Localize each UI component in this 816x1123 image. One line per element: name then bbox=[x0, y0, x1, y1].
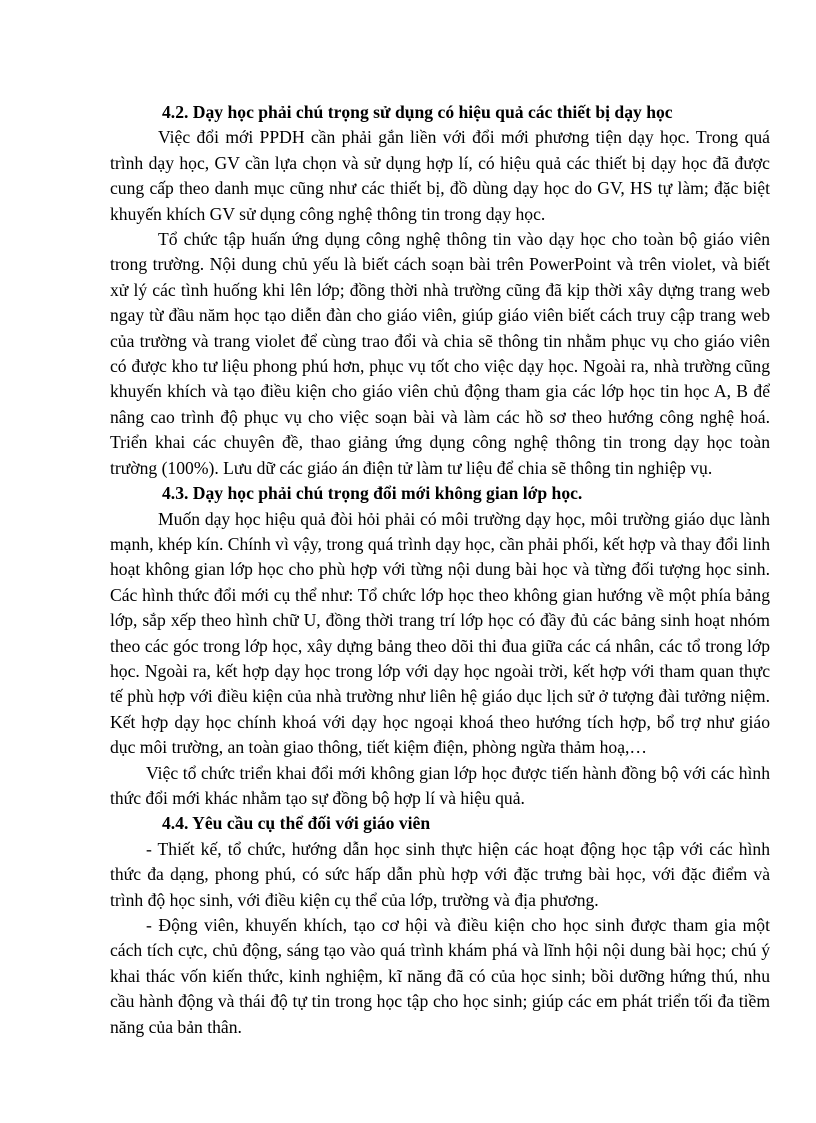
document-page bbox=[110, 100, 770, 1040]
paragraph: Việc đổi mới PPDH cần phải gắn liền với đổi mới phương tiện dạy học. Trong quá trình dạy học, GV cần lựa chọn và sử dụng hợp lí, có hiệu quả các thiết bị dạy học đã được cung cấp theo danh mục cũng như các thiết bị, đồ dùng dạy học do GV, HS tự làm; đặc biệt khuyến khích GV sử dụng công nghệ thông tin trong dạy học. bbox=[110, 127, 770, 224]
paragraph: Muốn dạy học hiệu quả đòi hỏi phải có môi trường dạy học, môi trường giáo dục lành mạnh, khép kín. Chính vì vậy, trong quá trình dạy học, cần phải phối, kết hợp và thay đổi linh hoạt không gian lớp học cho phù hợp với từng nội dung bài học và từng đối tượng học sinh. Các hình thức đổi mới cụ thể như: Tổ chức lớp học theo không gian hướng về một phía bảng lớp, sắp xếp theo hình chữ U, đồng thời trang trí lớp học có đầy đủ các bảng sinh hoạt nhóm theo các góc trong lớp học, xây dựng bảng theo dõi thi đua giữa các cá nhân, các tổ trong lớp học. Ngoài ra, kết hợp dạy học trong lớp với dạy học ngoài trời, kết hợp với tham quan thực tế phù hợp với điều kiện của nhà trường như liên hệ giáo dục lịch sử ở tượng đài tưởng niệm. Kết hợp dạy học chính khoá với dạy học ngoại khoá theo hướng tích hợp, bổ trợ như giáo dục môi trường, an toàn giao thông, tiết kiệm điện, phòng ngừa thảm hoạ,… bbox=[110, 508, 770, 758]
section-heading-4-2: 4.2. Dạy học phải chú trọng sử dụng có hiệu quả các thiết bị dạy học bbox=[162, 102, 673, 122]
paragraph: Tổ chức tập huấn ứng dụng công nghệ thông tin vào dạy học cho toàn bộ giáo viên trong trường. Nội dung chủ yếu là biết cách soạn bài trên PowerPoint và trên violet, và biết xử lý các tình huống khi lên lớp; đồng thời nhà trường cũng đã kịp thời xây dựng trang web ngay từ đầu năm học tạo diễn đàn cho giáo viên, giúp giáo viên biết cách truy cập trang web của trường và trang violet để cùng trao đổi và chia sẽ thông tin nhằm phục vụ cho giáo viên có được kho tư liệu phong phú hơn, phục vụ tốt cho việc dạy học. Ngoài ra, nhà trường cũng khuyến khích và tạo điều kiện cho giáo viên chủ động tham gia các lớp học tin học A, B để nâng cao trình độ phục vụ cho việc soạn bài và làm các hồ sơ theo hướng công nghệ hoá. Triển khai các chuyên đề, thao giảng ứng dụng công nghệ thông tin trong dạy học toàn trường (100%). Lưu dữ các giáo án điện tử làm tư liệu để chia sẽ thông tin nghiệp vụ. bbox=[110, 229, 770, 478]
paragraph: Việc tổ chức triển khai đổi mới không gian lớp học được tiến hành đồng bộ với các hình thức đổi mới khác nhằm tạo sự đồng bộ hợp lí và hiệu quả. bbox=[110, 762, 770, 808]
section-heading-4-4: 4.4. Yêu cầu cụ thể đối với giáo viên bbox=[162, 813, 431, 834]
section-heading-4-3: 4.3. Dạy học phải chú trọng đổi mới không gian lớp học. bbox=[162, 483, 583, 504]
bullet-item: - Động viên, khuyến khích, tạo cơ hội và điều kiện cho học sinh được tham gia một cách tích cực, chủ động, sáng tạo vào quá trình khám phá và lĩnh hội nội dung bài học; chú ý khai thác vốn kiến thức, kinh nghiệm, kĩ năng đã có của học sinh; bồi dưỡng hứng thú, nhu cầu hành động và thái độ tự tin trong học tập cho học sinh; giúp các em phát triển tối đa tiềm năng của bản thân. bbox=[110, 915, 770, 1037]
bullet-item: - Thiết kế, tổ chức, hướng dẫn học sinh thực hiện các hoạt động học tập với các hình thức đa dạng, phong phú, có sức hấp dẫn phù hợp với đặc trưng bài học, với đặc điểm và trình độ học sinh, với điều kiện cụ thể của lớp, trường và địa phương. bbox=[110, 838, 770, 910]
